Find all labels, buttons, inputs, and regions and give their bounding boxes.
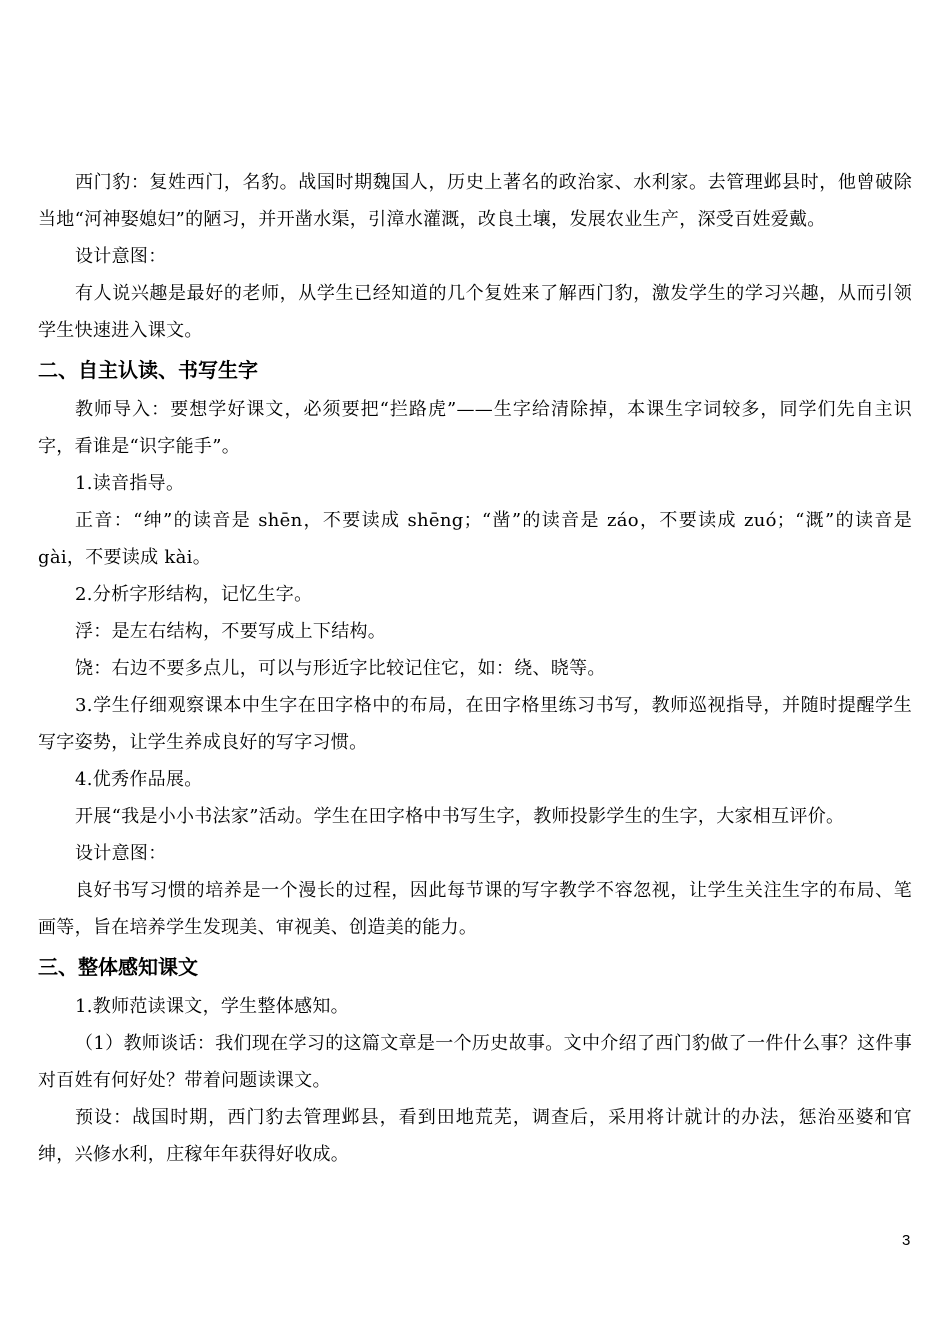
paragraph-teacher-intro: 教师导入：要想学好课文，必须要把“拦路虎”——生字给清除掉，本课生字词较多，同学们先自主识字，看谁是“识字能手”。 — [38, 399, 912, 457]
paragraph-ximenbao-intro: 西门豹：复姓西门，名豹。战国时期魏国人，历史上著名的政治家、水利家。去管理邺县时，他曾破除当地“河神娶媳妇”的陋习，并开凿水渠，引漳水灌溉，改良土壤，发展农业生产，深受百姓爱戴。 — [38, 172, 912, 230]
paragraph-fu: 浮：是左右结构，不要写成上下结构。 — [75, 621, 387, 642]
section-heading-3: 三、整体感知课文 — [38, 955, 198, 979]
step-analyze-structure: 2.分析字形结构，记忆生字。 — [75, 584, 313, 605]
page-number: 3 — [902, 1232, 911, 1249]
step-showcase: 4.优秀作品展。 — [75, 769, 203, 790]
design-intent-label: 设计意图： — [75, 246, 167, 267]
paragraph-pronunciation: 正音：“绅”的读音是 shēn，不要读成 shēng；“凿”的读音是 záo，不要读成 zuó；“溉”的读音是gài，不要读成 kài。 — [38, 510, 912, 568]
section-heading-2: 二、自主认读、书写生字 — [38, 358, 258, 382]
paragraph-design-intent-1: 有人说兴趣是最好的老师，从学生已经知道的几个复姓来了解西门豹，激发学生的学习兴趣，从而引领学生快速进入课文。 — [38, 283, 912, 341]
paragraph-preset-answer: 预设：战国时期，西门豹去管理邺县，看到田地荒芜，调查后，采用将计就计的办法，惩治巫婆和官绅，兴修水利，庄稼年年获得好收成。 — [38, 1107, 912, 1165]
document-page — [38, 164, 912, 1173]
design-intent-label-2: 设计意图： — [75, 843, 167, 864]
paragraph-design-intent-2: 良好书写习惯的培养是一个漫长的过程，因此每节课的写字教学不容忽视，让学生关注生字的布局、笔画等，旨在培养学生发现美、审视美、创造美的能力。 — [38, 880, 912, 938]
paragraph-teacher-talk: （1）教师谈话：我们现在学习的这篇文章是一个历史故事。文中介绍了西门豹做了一件什么事？这件事对百姓有何好处？带着问题读课文。 — [38, 1033, 912, 1091]
paragraph-rao: 饶：右边不要多点儿，可以与形近字比较记住它，如：绕、晓等。 — [75, 658, 606, 679]
paragraph-calligraphy-activity: 开展“我是小小书法家”活动。学生在田字格中书写生字，教师投影学生的生字，大家相互评价。 — [75, 806, 845, 827]
step-model-reading: 1.教师范读课文，学生整体感知。 — [75, 996, 349, 1017]
paragraph-observe-writing: 3.学生仔细观察课本中生字在田字格中的布局，在田字格里练习书写，教师巡视指导，并随时提醒学生写字姿势，让学生养成良好的写字习惯。 — [38, 695, 912, 753]
step-reading-guide: 1.读音指导。 — [75, 473, 185, 494]
